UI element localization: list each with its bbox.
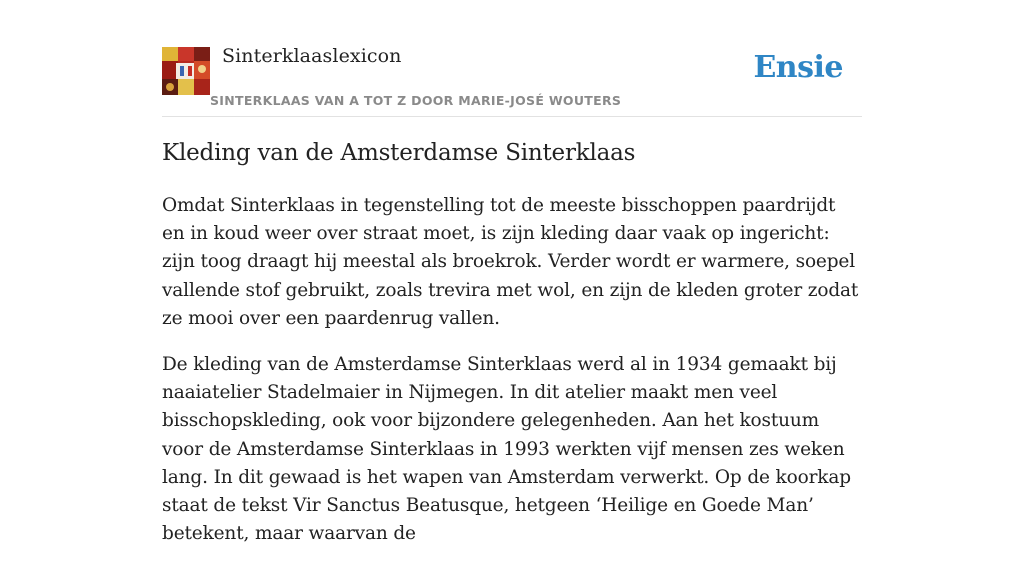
site-name[interactable]: Sinterklaaslexicon <box>222 45 402 67</box>
site-header <box>162 0 862 117</box>
content-column <box>162 0 862 545</box>
article-body <box>162 192 862 566</box>
book-cover-avatar-icon[interactable] <box>162 47 210 95</box>
article-title: Kleding van de Amsterdamse Sinterklaas <box>162 140 636 166</box>
site-subtitle: SINTERKLAAS VAN A TOT Z DOOR MARIE-JOSÉ WOUTERS <box>210 93 622 108</box>
article-paragraph: De kleding van de Amsterdamse Sinterklaas werd al in 1934 gemaakt bij naaiatelier Stadelmaier in Nijmegen. In dit atelier maakt men veel bisschopskleding, ook voor bijzondere gelegenheden. Aan het kostuum voor de Amsterdamse Sinterklaas in 1993 werkten vijf mensen zes weken lang. In dit gewaad is het wapen van Amsterdam verwerkt. Op de koorkap staat de tekst Vir Sanctus Beatusque, hetgeen ‘Heilige en Goede Man’ betekent, maar waarvan de <box>162 354 851 545</box>
article-paragraph: Omdat Sinterklaas in tegenstelling tot de meeste bisschoppen paardrijdt en in koud weer over straat moet, is zijn kleding daar vaak op ingericht: zijn toog draagt hij meestal als broekrok. Verder wordt er warmere, soepel vallende stof gebruikt, zoals trevira met wol, en zijn de kleden groter zodat ze mooi over een paardenrug vallen. <box>162 195 859 329</box>
ensie-logo[interactable]: Ensie <box>753 50 843 85</box>
